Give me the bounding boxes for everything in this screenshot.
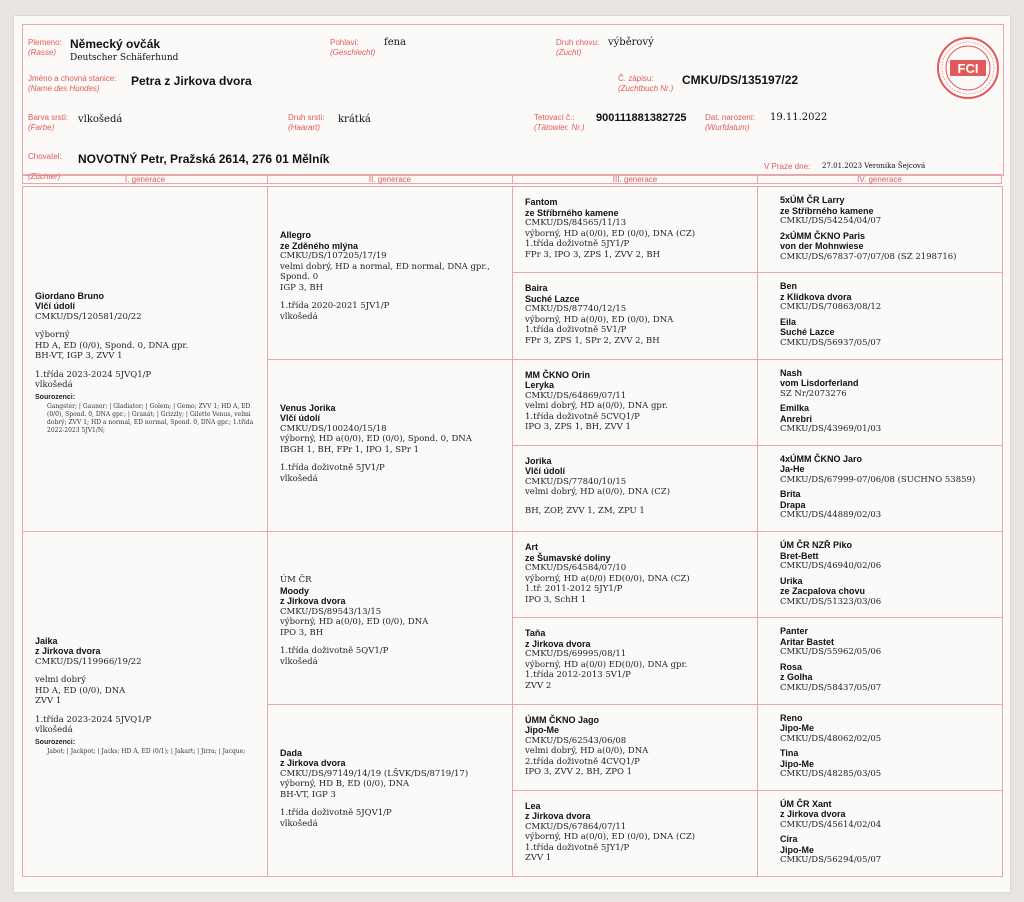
breeding-type-value: výběrový (608, 37, 654, 48)
dog-name-line: 5xÚM ČR Larry (780, 195, 845, 205)
dog-info-line: 1.třída 2023-2024 5JVQ1/P (35, 369, 152, 380)
dog-info-line: CMKU/DS/62543/06/08 (525, 735, 627, 746)
dog-info-line: CMKU/DS/67864/07/11 (525, 821, 627, 832)
color-label: Barva srsti: (Farbe) (28, 113, 69, 132)
dog-info-line: výborný, HD a(0/0), ED (0/0), DNA (280, 617, 429, 628)
dog-info-line: 1.třída doživotně 5JQV1/P (280, 808, 392, 819)
dog-info-line: CMKU/DS/97149/14/19 (LŠVK/DS/8719/17) (280, 768, 469, 779)
dog-info-line: FPr 3, ZPS 1, SPr 2, ZVV 2, BH (525, 335, 660, 346)
dog-name-line: Taňa (525, 628, 546, 639)
dog-info-line: ze Stříbrného kamene (525, 207, 619, 218)
breeding-type-label: Druh chovu: (Zucht) (556, 38, 600, 57)
dog-info-line: Ja-He (780, 464, 805, 475)
gen4-cell (757, 617, 1003, 704)
generation-header-1: I. generace (22, 174, 267, 184)
dog-name-line: Jorika (525, 455, 552, 466)
dog-info-line: IBGH 1, BH, FPr 1, IPO 1, SPr 1 (280, 444, 420, 455)
generation-header-2: II. generace (267, 174, 512, 184)
dog-info-line: CMKU/DS/107205/17/19 (280, 251, 387, 262)
dog-name: Petra z Jirkova dvora (131, 74, 252, 88)
dog-info-line: z Jirkova dvora (35, 646, 101, 656)
dog-info-line: CMKU/DS/120581/20/22 (35, 311, 142, 322)
dog-info-line: vom Lisdorferland (780, 378, 859, 388)
gen3-cell (512, 186, 758, 273)
dog-info-line: Bret-Bett (780, 550, 819, 561)
dog-name-line: Emilka (780, 403, 810, 413)
dog-info-line: CMKU/DS/64584/07/10 (525, 563, 627, 573)
dog-info-line: Spond. 0 (280, 272, 319, 283)
dog-name-line: Cira (780, 834, 798, 845)
dog-name-line: ÚMM ČKNO Jago (525, 714, 599, 725)
gen3-cell (512, 359, 758, 446)
issued-value: 27.01.2023 Veronika Šejcová (822, 162, 926, 170)
dog-info-line: CMKU/DS/70863/08/12 (780, 302, 882, 313)
dog-name-line: Jaika (35, 635, 58, 646)
dog-info-line: ZVV 1 (525, 853, 552, 864)
dog-info-line: 1.třída doživotně 5CVQ1/P (525, 411, 640, 422)
dog-info-line: ze Šumavské doliny (525, 552, 611, 563)
dog-info-line: výborný (35, 330, 70, 340)
dog-info-line: ze Zděného mlýna (280, 240, 359, 251)
breed-label: Plemeno: (Rasse) (28, 38, 62, 57)
dog-info-line: ZVV 2 (525, 680, 552, 691)
dog-info-line: vlkošedá (35, 725, 73, 735)
dog-info-line: IGP 3, BH (280, 282, 324, 293)
dog-info-line: vlkošedá (280, 473, 318, 484)
dog-info-line: 1.tř. 2011-2012 5JY1/P (525, 584, 623, 594)
dog-info-line: von der Mohnwiese (780, 241, 864, 251)
fci-text: FCI (957, 61, 979, 76)
dog-info-line: CMKU/DS/84565/11/13 (525, 218, 627, 228)
dog-info-line: velmi dobrý, HD a(0/0), DNA gpr. (525, 401, 668, 411)
dog-info-line: CMKU/DS/67999-07/06/08 (SUCHNO 53859) (780, 474, 976, 485)
sire-cell (22, 186, 268, 532)
dog-name-line: Brita (780, 489, 801, 500)
dog-name-line: Nash (780, 367, 803, 378)
dog-name-line: Venus Jorika (280, 402, 336, 413)
dog-info-line: výborný, HD a(0/0) ED(0/0), DNA (CZ) (525, 573, 690, 584)
dog-info-line: z Jirkova dvora (525, 811, 591, 822)
dog-info-line: CMKU/DS/43969/01/03 (780, 424, 882, 434)
dog-info-line: velmi dobrý, HD a(0/0), DNA (525, 746, 649, 756)
dog-info-line: Jipo-Me (780, 723, 815, 733)
dog-name-line: 2xÚMM ČKNO Paris (780, 230, 866, 241)
dog-info-line: z Klidkova dvora (780, 291, 852, 302)
gen2-cell (267, 704, 513, 878)
dog-info-line: z Jirkova dvora (780, 809, 846, 820)
dog-info-line: CMKU/DS/64869/07/11 (525, 390, 627, 401)
breed-value-de: Deutscher Schäferhund (70, 53, 179, 63)
siblings-list: Gangster; | Gauner; | Gladiator; | Golem; | Gemo; ZVV 1; HD A, ED (0/0), Spond. 0, DNA gpr.; | Granát; | Grizzly; | Gilette Venus, velmi dobrý; ZVV 1; HD a normal, ED normal, Spond. 0, DNA gpr.; 1.třída 2022-2023 5JV1/N; (47, 403, 254, 434)
sex-value: fena (384, 37, 407, 48)
dog-name-line: Giordano Bruno (35, 290, 104, 301)
breeder-label: Chovatel: (Züchter) (28, 152, 62, 181)
dog-info-line: HD A, ED (0/0), DNA (35, 685, 126, 696)
dog-info-line: CMKU/DS/56294/05/07 (780, 855, 882, 866)
dog-info-line: vlkošedá (35, 380, 73, 390)
dog-info-line: velmi dobrý, HD a(0/0), DNA (CZ) (525, 487, 671, 498)
dog-info-line: výborný, HD a(0/0) ED(0/0), DNA gpr. (525, 659, 688, 670)
dog-info-line: CMKU/DS/87740/12/15 (525, 304, 627, 315)
dog-name-line: Reno (780, 712, 803, 723)
dog-info-line: z Golha (780, 672, 813, 683)
gen3-cell (512, 704, 758, 791)
dog-name-line: 4xÚMM ČKNO Jaro (780, 453, 863, 464)
dog-info-line: CMKU/DS/100240/15/18 (280, 423, 387, 434)
dog-info-line: z Jirkova dvora (280, 758, 346, 769)
dog-info-line: výborný, HD a(0/0), ED (0/0), DNA (CZ) (525, 832, 696, 843)
dog-info-line: BH, ZOP, ZVV 1, ZM, ZPU 1 (525, 505, 645, 516)
dog-info-line: z Jirkova dvora (280, 596, 346, 607)
dog-info-line: výborný, HD a(0/0), ED (0/0), DNA (CZ) (525, 228, 696, 239)
dog-info-line: CMKU/DS/55962/05/06 (780, 647, 882, 658)
dog-info-line: CMKU/DS/119966/19/22 (35, 656, 142, 667)
dog-name-line: ÚM ČR (280, 575, 312, 586)
dog-info-line: CMKU/DS/56937/05/07 (780, 337, 882, 348)
gen4-cell (757, 445, 1003, 532)
dog-name-line: ÚM ČR NZŘ Piko (780, 540, 852, 550)
dog-name-line: Urika (780, 575, 803, 586)
gen4-cell (757, 531, 1003, 618)
dog-info-line: CMKU/DS/67837-07/07/08 (SZ 2198716) (780, 251, 957, 262)
dog-info-line: z Jirkova dvora (525, 638, 591, 649)
dog-info-line: ZVV 1 (35, 696, 62, 706)
dog-info-line: CMKU/DS/48062/02/05 (780, 733, 882, 744)
dog-info-line: 1.třída doživotně 5V1/P (525, 325, 627, 336)
dog-info-line: vlkošedá (280, 311, 318, 322)
dog-name-line: Tina (780, 748, 799, 758)
dog-info-line: Vlčí údolí (525, 466, 566, 477)
dog-info-line: 1.třída 2020-2021 5JV1/P (280, 301, 390, 312)
gen3-cell (512, 272, 758, 359)
dog-info-line: IPO 3, ZPS 1, BH, ZVV 1 (525, 422, 631, 432)
siblings-list: Jabot; | Jackpot; | Jacks; HD A, ED (0/1); | Jakart; | Jirra; | Jacque; (47, 748, 246, 755)
gen3-cell (512, 790, 758, 877)
dog-info-line: FPr 3, IPO 3, ZPS 1, ZVV 2, BH (525, 249, 661, 260)
fci-seal-icon (936, 36, 1000, 100)
tattoo-label: Tetovací č.: (Tätowier. Nr.) (534, 113, 585, 132)
dog-info-line: ze Zacpalova chovu (780, 586, 866, 596)
dog-info-line: 1.třída doživotně 5JY1/P (525, 842, 630, 853)
coat-label: Druh srsti: (Haarart) (288, 113, 325, 132)
dog-info-line: 1.třída doživotně 5QV1/P (280, 646, 389, 657)
dog-info-line: Moody (280, 585, 309, 596)
generation-header-3: III. generace (512, 174, 757, 184)
gen4-cell (757, 790, 1003, 877)
gen4-cell (757, 359, 1003, 446)
dog-info-line: výborný, HD a(0/0), ED (0/0), Spond. 0, DNA (280, 434, 472, 445)
dog-info-line: IPO 3, ZVV 2, BH, ZPO 1 (525, 767, 633, 777)
siblings-label: Sourozenci: (35, 393, 76, 401)
dog-info-line: CMKU/DS/54254/04/07 (780, 216, 882, 226)
gen3-cell (512, 617, 758, 704)
dog-name-line: Allegro (280, 230, 312, 241)
dog-info-line: Suché Lazce (525, 293, 580, 304)
dog-info-line: BH-VT, IGP 3, ZVV 1 (35, 351, 123, 361)
dog-info-line: CMKU/DS/58437/05/07 (780, 682, 882, 693)
reg-label: Č. zápisu: (Zuchtbuch Nr.) (618, 74, 674, 93)
dog-info-line: CMKU/DS/48285/03/05 (780, 769, 882, 779)
pedigree-sheet (14, 16, 1010, 892)
dog-info-line: 1.třída 2023-2024 5JVQ1/P (35, 714, 152, 725)
dog-name-line: Art (525, 542, 538, 552)
dog-info-line: 2.třída doživotně 4CVQ1/P (525, 756, 640, 767)
dog-info-line: Anrebri (780, 413, 813, 424)
dog-info-line: Vlčí údolí (35, 301, 76, 311)
dam-cell (22, 531, 268, 877)
coat-value: krátká (338, 114, 371, 125)
dog-info-line: vlkošedá (280, 656, 318, 667)
dog-info-line: Suché Lazce (780, 327, 835, 338)
dog-info-line: IPO 3, BH (280, 627, 324, 638)
dog-name-line: MM ČKNO Orin (525, 369, 590, 380)
dog-name-line: Baira (525, 283, 548, 294)
dog-name-line: Panter (780, 626, 809, 637)
dog-name-line: Lea (525, 800, 541, 811)
dog-info-line: Drapa (780, 499, 806, 510)
dog-info-line: CMKU/DS/69995/08/11 (525, 649, 627, 660)
dog-name-line: Dada (280, 747, 303, 758)
dog-info-line: Jipo-Me (780, 758, 815, 769)
birth-label: Dat. narození: (Wurfdatum) (705, 113, 756, 132)
dog-name-line: Rosa (780, 661, 803, 672)
gen4-cell (757, 186, 1003, 273)
birth-value: 19.11.2022 (770, 112, 828, 123)
dog-info-line: Vlčí údolí (280, 413, 321, 424)
dog-info-line: 1.třída doživotně 5JY1/P (525, 239, 630, 249)
dog-info-line: BH-VT, IGP 3 (280, 789, 336, 800)
dog-info-line: ze Stříbrného kamene (780, 205, 874, 216)
gen3-cell (512, 531, 758, 618)
name-label: Jméno a chovná stanice: (Name des Hundes) (28, 74, 117, 93)
gen2-cell (267, 186, 513, 360)
dog-name-line: Fantom (525, 197, 558, 207)
dog-info-line: výborný, HD a(0/0), ED (0/0), DNA (525, 314, 674, 325)
gen2-cell (267, 531, 513, 705)
dog-info-line: Jipo-Me (525, 725, 560, 735)
gen2-cell (267, 359, 513, 533)
gen3-cell (512, 445, 758, 532)
dog-info-line: Jipo-Me (780, 844, 815, 855)
dog-info-line: vlkošedá (280, 818, 318, 829)
dog-info-line: výborný, HD B, ED (0/0), DNA (280, 779, 410, 790)
gen4-cell (757, 272, 1003, 359)
dog-info-line: CMKU/DS/89543/13/15 (280, 606, 382, 617)
dog-info-line: CMKU/DS/51323/03/06 (780, 596, 882, 607)
breed-value: Německý ovčák (70, 37, 161, 51)
siblings-label: Sourozenci: (35, 738, 76, 746)
dog-info-line: Aritar Bastet (780, 636, 835, 647)
dog-info-line: HD A, ED (0/0), Spond. 0, DNA gpr. (35, 340, 189, 351)
dog-info-line: Leryka (525, 380, 555, 390)
dog-info-line: CMKU/DS/44889/02/03 (780, 510, 882, 521)
generation-header-4: IV. generace (757, 174, 1002, 184)
dog-name-line: ÚM ČR Xant (780, 798, 832, 809)
sex-label: Pohlaví: (Geschlecht) (330, 38, 376, 57)
dog-info-line: CMKU/DS/46940/02/06 (780, 561, 882, 571)
gen4-cell (757, 704, 1003, 791)
breeder-value: NOVOTNÝ Petr, Pražská 2614, 276 01 Mělník (78, 152, 330, 166)
tattoo-value: 900111881382725 (596, 112, 687, 124)
dog-info-line: velmi dobrý (35, 675, 86, 685)
dog-info-line: 1.třída doživotně 5JV1/P (280, 463, 385, 474)
dog-info-line: CMKU/DS/77840/10/15 (525, 476, 627, 487)
issued-label: V Praze dne: (764, 162, 811, 171)
dog-name-line: Ben (780, 281, 798, 292)
color-value: vlkošedá (78, 114, 123, 125)
dog-info-line: 1.třída 2012-2013 5V1/P (525, 670, 631, 681)
dog-info-line: IPO 3, SchH 1 (525, 594, 587, 605)
dog-info-line: velmi dobrý, HD a normal, ED normal, DNA gpr., (280, 261, 490, 272)
reg-number: CMKU/DS/135197/22 (682, 73, 799, 87)
dog-name-line: Eila (780, 316, 797, 327)
dog-info-line: SZ Nr/2073276 (780, 388, 847, 399)
dog-info-line: CMKU/DS/45614/02/04 (780, 819, 882, 830)
